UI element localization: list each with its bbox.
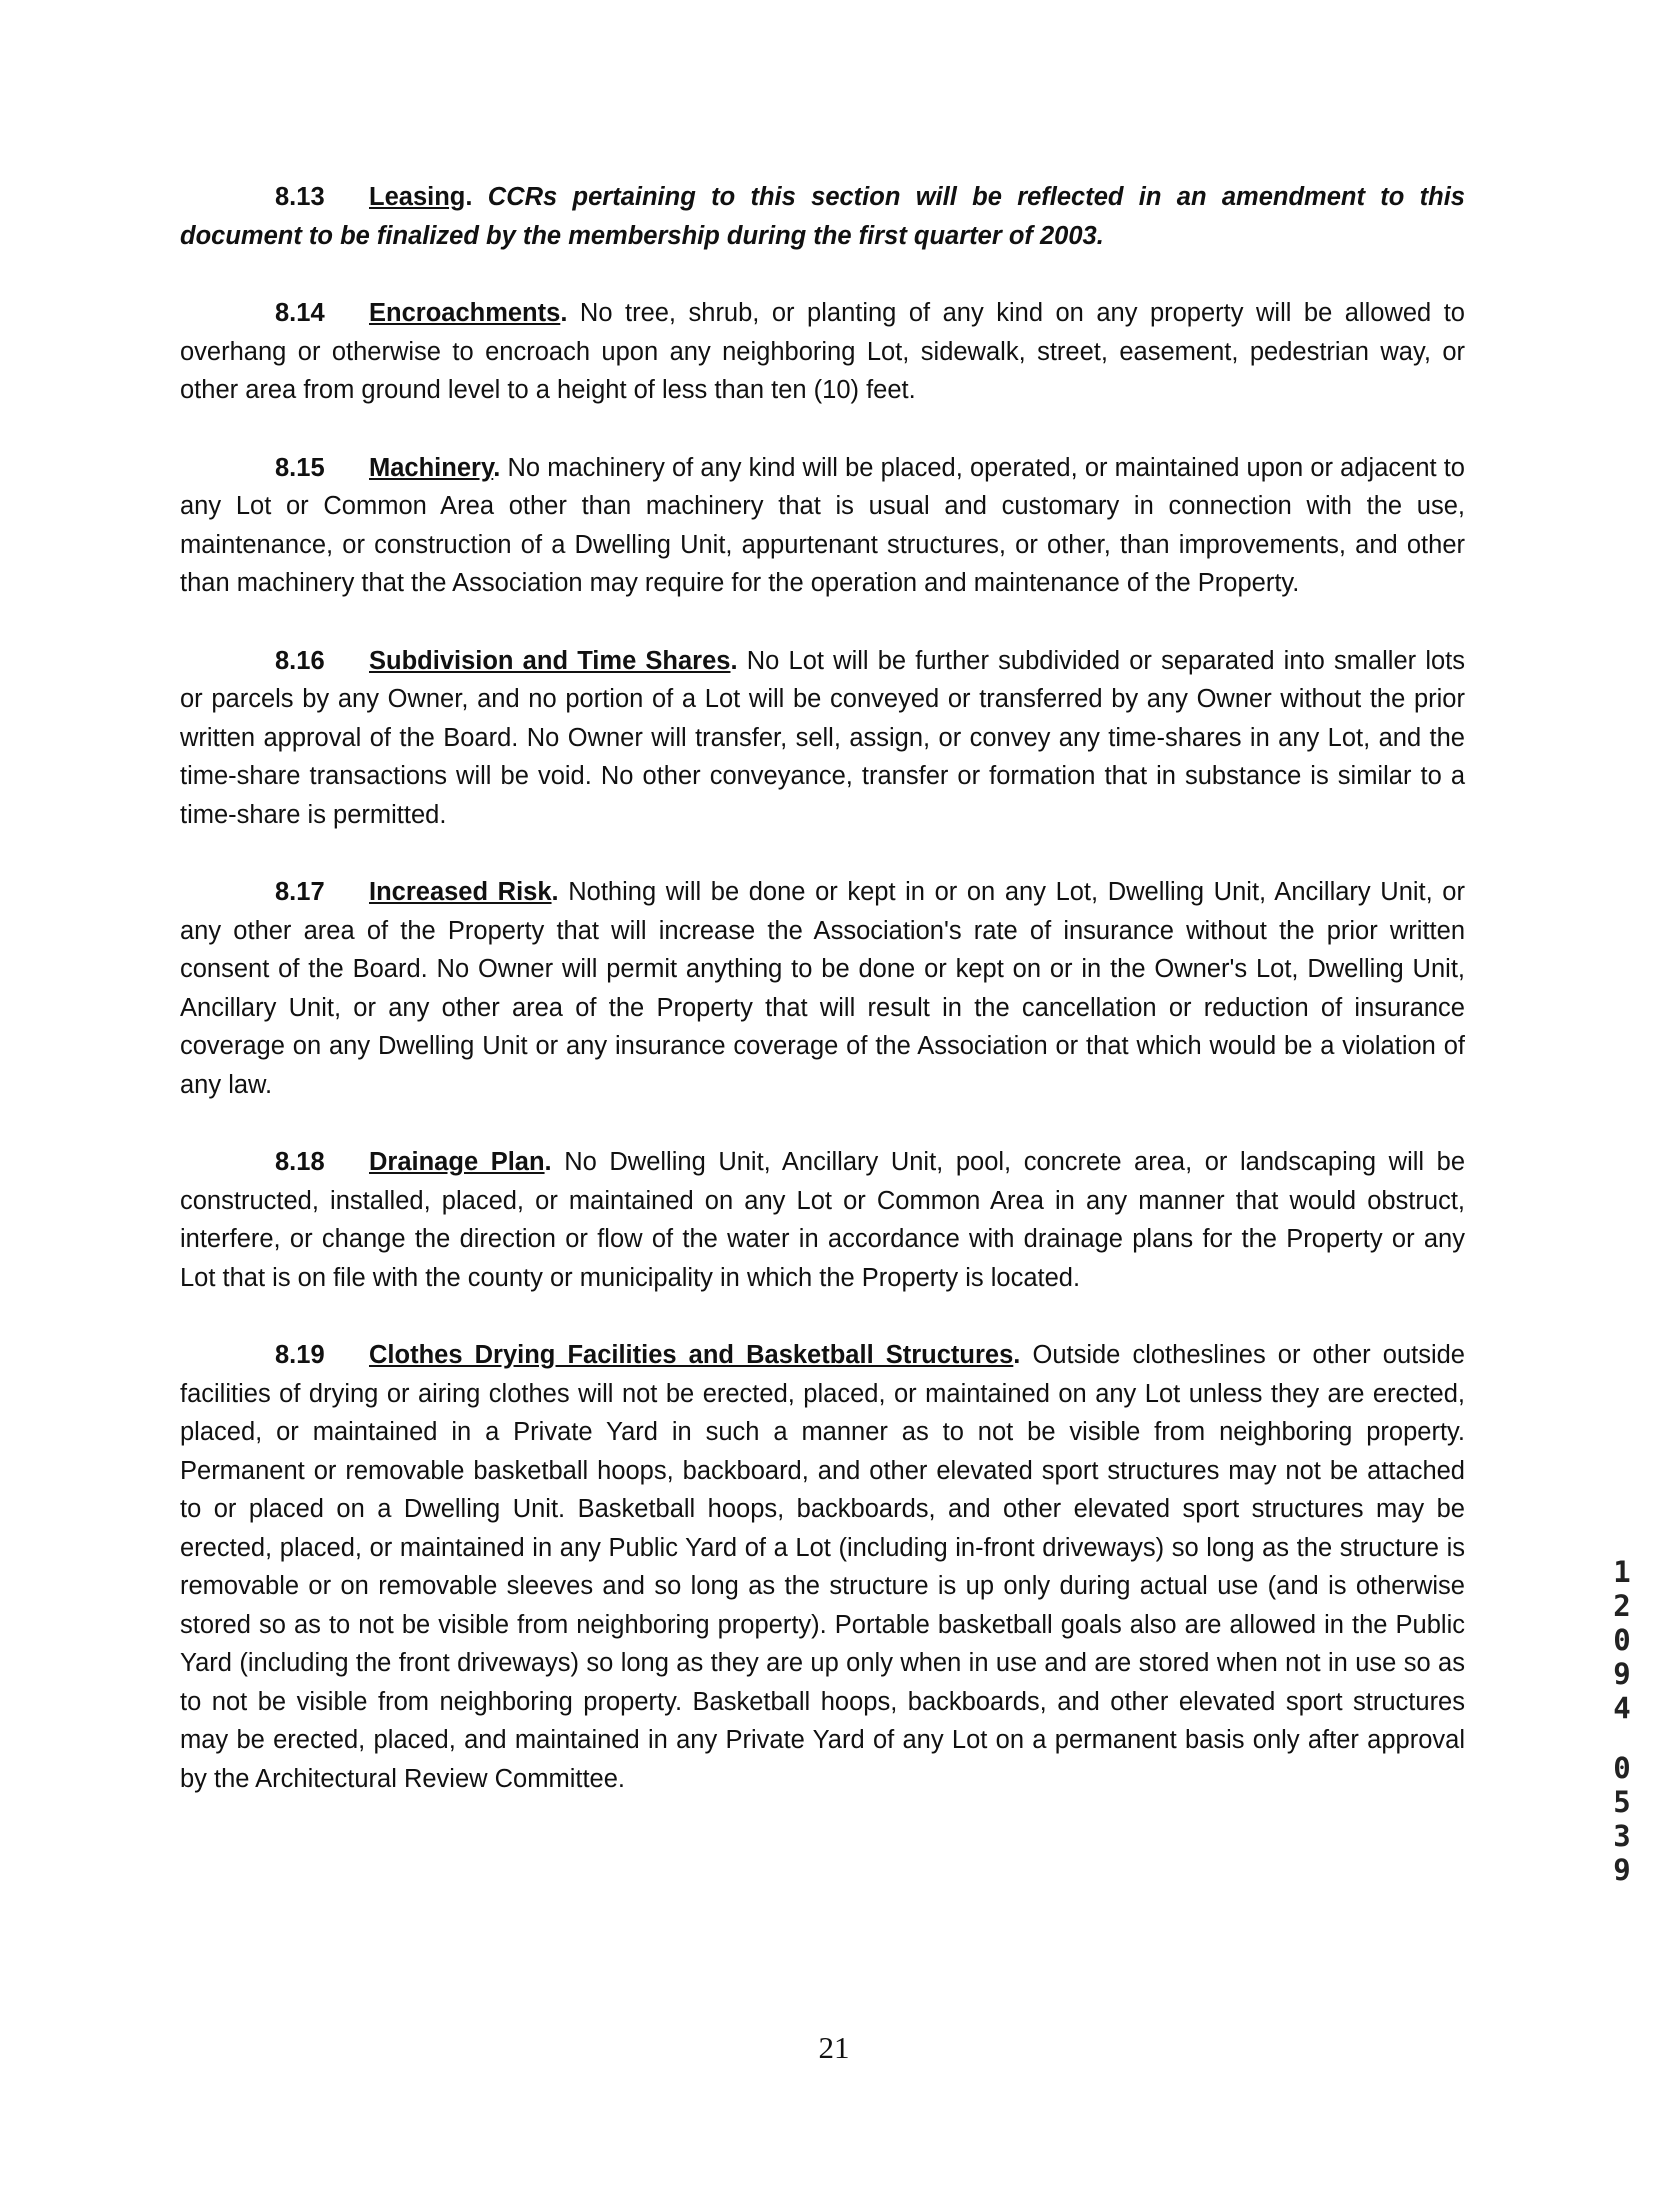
page-number: 21: [818, 2030, 850, 2065]
section-8-19: 8.19 Clothes Drying Facilities and Basketball Structures. Outside clotheslines or other outside facilities of drying or airing clothes will not be erected, placed, or maintained on any Lot unless they are erected, placed, or maintained in a Private Yard in such a manner as to not be visible from neighboring property. Permanent or removable basketball hoops, backboard, and other elevated sport structures may not be attached to or placed on a Dwelling Unit. Basketball hoops, backboards, and other elevated sport structures may be erected, placed, or maintained in any Public Yard of a Lot (including in-front driveways) so long as the structure is removable or on removable sleeves and so long as the structure is up only during actual use (and is otherwise stored so as to not be visible from neighboring property). Portable basketball goals also are allowed in the Public Yard (including the front driveways) so long as they are up only when in use and are stored when not in use so as to not be visible from neighboring property. Basketball hoops, backboards, and other elevated sport structures may be erected, placed, and maintained in any Private Yard of any Lot on a permanent basis only after approval by the Architectural Review Committee.: [180, 1336, 1465, 1798]
sections-container: [180, 178, 1465, 1837]
section-text: No tree, shrub, or planting of any kind on any property will be allowed to overhang or otherwise to encroach upon any neighboring Lot, sidewalk, street, easement, pedestrian way, or other area from ground level to a height of less than ten (10) feet.: [180, 299, 1465, 404]
section-text: No machinery of any kind will be placed, operated, or maintained upon or adjacent to any Lot or Common Area other than machinery that is usual and customary in connection with the use, maintenance, or construction of a Dwelling Unit, appurtenant structures, or other, than improvements, and other than machinery that the Association may require for the operation and maintenance of the Property.: [180, 453, 1465, 597]
section-heading: Leasing: [369, 183, 466, 211]
section-8-13: 8.13 Leasing. CCRs pertaining to this section will be reflected in an amendment to this document to be finalized by the membership during the first quarter of 2003.: [180, 178, 1465, 255]
section-heading: Increased Risk: [369, 878, 552, 906]
stamp-digit: 9: [1613, 1853, 1631, 1887]
section-heading: Drainage Plan: [369, 1148, 545, 1176]
section-number: 8.13: [275, 183, 325, 211]
section-heading: Encroachments: [369, 299, 561, 327]
stamp-digit: 2: [1613, 1589, 1631, 1623]
section-text: Nothing will be done or kept in or on any Lot, Dwelling Unit, Ancillary Unit, or any other area of the Property that will increase the Association's rate of insurance without the prior written consent of the Board. No Owner will permit anything to be done or kept on or in the Owner's Lot, Dwelling Unit, Ancillary Unit, or any other area of the Property that will result in the cancellation or reduction of insurance coverage on any Dwelling Unit or any insurance coverage of the Association or that which would be a violation of any law.: [180, 878, 1465, 1099]
section-number: 8.15: [275, 453, 325, 482]
stamp-digit: 0: [1613, 1751, 1631, 1785]
stamp-digit: 0: [1613, 1623, 1631, 1657]
stamp-digit: 4: [1613, 1691, 1631, 1725]
section-heading: Clothes Drying Facilities and Basketball Structures: [369, 1341, 1014, 1369]
section-number: 8.17: [275, 878, 325, 906]
section-number: 8.18: [275, 1148, 325, 1176]
section-8-18: 8.18 Drainage Plan. No Dwelling Unit, Ancillary Unit, pool, concrete area, or landscaping will be constructed, installed, placed, or maintained on any Lot or Common Area in any manner that would obstruct, interfere, or change the direction or flow of the water in accordance with drainage plans for the Property or any Lot that is on file with the county or municipality in which the Property is located.: [180, 1143, 1465, 1297]
section-8-17: 8.17 Increased Risk. Nothing will be done or kept in or on any Lot, Dwelling Unit, Ancillary Unit, or any other area of the Property that will increase the Association's rate of insurance without the prior written consent of the Board. No Owner will permit anything to be done or kept on or in the Owner's Lot, Dwelling Unit, Ancillary Unit, or any other area of the Property that will result in the cancellation or reduction of insurance coverage on any Dwelling Unit or any insurance coverage of the Association or that which would be a violation of any law.: [180, 873, 1465, 1104]
section-text: No Dwelling Unit, Ancillary Unit, pool, concrete area, or landscaping will be constructed, installed, placed, or maintained on any Lot or Common Area in any manner that would obstruct, interfere, or change the direction or flow of the water in accordance with drainage plans for the Property or any Lot that is on file with the county or municipality in which the Property is located.: [180, 1148, 1465, 1292]
recording-stamp-number: [1602, 1555, 1642, 1887]
stamp-digit: 1: [1613, 1555, 1631, 1589]
section-heading: Subdivision and Time Shares: [369, 646, 731, 675]
section-8-14: 8.14 Encroachments. No tree, shrub, or planting of any kind on any property will be allowed to overhang or otherwise to encroach upon any neighboring Lot, sidewalk, street, easement, pedestrian way, or other area from ground level to a height of less than ten (10) feet.: [180, 294, 1465, 410]
section-8-15: 8.15 Machinery. No machinery of any kind will be placed, operated, or maintained upon or adjacent to any Lot or Common Area other than machinery that is usual and customary in connection with the use, maintenance, or construction of a Dwelling Unit, appurtenant structures, or other, than improvements, and other than machinery that the Association may require for the operation and maintenance of the Property.: [180, 449, 1465, 603]
section-number: 8.16: [275, 646, 325, 675]
section-number: 8.14: [275, 299, 325, 327]
stamp-digit: 3: [1613, 1819, 1631, 1853]
stamp-gap: [1602, 1725, 1642, 1751]
section-text: CCRs pertaining to this section will be reflected in an amendment to this document to be finalized by the membership during the first quarter of 2003.: [180, 183, 1465, 250]
section-8-16: 8.16 Subdivision and Time Shares. No Lot will be further subdivided or separated into smaller lots or parcels by any Owner, and no portion of a Lot will be conveyed or transferred by any Owner without the prior written approval of the Board. No Owner will transfer, sell, assign, or convey any time-shares in any Lot, and the time-share transactions will be void. No other conveyance, transfer or formation that in substance is similar to a time-share is permitted.: [180, 642, 1465, 835]
section-text: No Lot will be further subdivided or separated into smaller lots or parcels by any Owner, and no portion of a Lot will be conveyed or transferred by any Owner without the prior written approval of the Board. No Owner will transfer, sell, assign, or convey any time-shares in any Lot, and the time-share transactions will be void. No other conveyance, transfer or formation that in substance is similar to a time-share is permitted.: [180, 646, 1466, 829]
stamp-digit: 5: [1613, 1785, 1631, 1819]
section-number: 8.19: [275, 1341, 325, 1369]
section-heading: Machinery: [369, 453, 494, 482]
section-text: Outside clotheslines or other outside facilities of drying or airing clothes will not be erected, placed, or maintained on any Lot unless they are erected, placed, or maintained in a Private Yard in such a manner as to not be visible from neighboring property. Permanent or removable basketball hoops, backboard, and other elevated sport structures may not be attached to or placed on a Dwelling Unit. Basketball hoops, backboards, and other elevated sport structures may be erected, placed, or maintained in any Public Yard of a Lot (including in-front driveways) so long as the structure is removable or on removable sleeves and so long as the structure is up only during actual use (and is otherwise stored so as to not be visible from neighboring property). Portable basketball goals also are allowed in the Public Yard (including the front driveways) so long as they are up only when in use and are stored when not in use so as to not be visible from neighboring property. Basketball hoops, backboards, and other elevated sport structures may be erected, placed, and maintained in any Private Yard of any Lot on a permanent basis only after approval by the Architectural Review Committee.: [180, 1341, 1465, 1793]
stamp-digit: 9: [1613, 1657, 1631, 1691]
